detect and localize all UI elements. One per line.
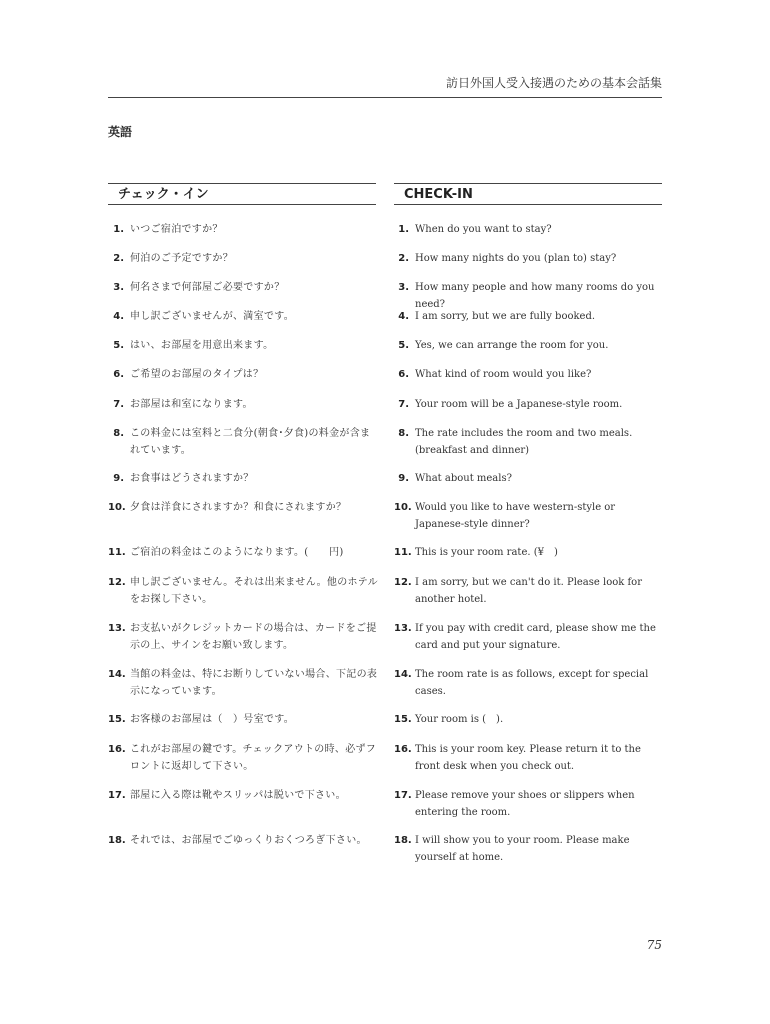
phrase-text: Your room is ( ). bbox=[415, 714, 504, 725]
japanese-phrase-17 bbox=[108, 787, 380, 804]
phrase-number: 7. bbox=[113, 399, 124, 410]
phrase-text: This is your room rate. (¥ ) bbox=[415, 547, 558, 558]
phrase-number: 17. bbox=[108, 790, 126, 801]
phrase-number: 17. bbox=[394, 790, 412, 801]
phrase-number: 2. bbox=[113, 253, 124, 264]
japanese-phrase-15 bbox=[108, 711, 380, 728]
phrase-text: I will show you to your room. Please make yourself at home. bbox=[415, 835, 630, 863]
phrase-text: 部屋に入る際は靴やスリッパは脱いで下さい。 bbox=[130, 790, 346, 801]
english-section-title: CHECK-IN bbox=[394, 183, 662, 205]
phrase-text: The room rate is as follows, except for special cases. bbox=[415, 669, 649, 697]
phrase-text: 申し訳ございません。それは出来ません。他のホテルをお探し下さい。 bbox=[130, 577, 378, 605]
running-header: 訪日外国人受入接遇のための基本会話集 bbox=[445, 76, 662, 90]
japanese-phrase-1 bbox=[108, 221, 380, 238]
phrase-text: How many people and how many rooms do you need? bbox=[415, 282, 655, 310]
japanese-section-title: チェック・イン bbox=[108, 183, 376, 205]
phrase-text: If you pay with credit card, please show me the card and put your signature. bbox=[415, 623, 656, 651]
phrase-number: 13. bbox=[108, 623, 126, 634]
phrase-text: 夕食は洋食にされますか？和食にされますか？ bbox=[130, 502, 347, 513]
english-phrase-9 bbox=[394, 470, 664, 487]
phrase-text: Your room will be a Japanese-style room. bbox=[415, 399, 623, 410]
phrase-text: これがお部屋の鍵です。チェックアウトの時、必ずフロントに返却して下さい。 bbox=[130, 744, 377, 772]
phrase-number: 18. bbox=[394, 835, 412, 846]
japanese-phrase-16 bbox=[108, 741, 380, 775]
phrase-text: 申し訳ございませんが、満室です。 bbox=[130, 311, 294, 322]
phrase-number: 16. bbox=[108, 744, 126, 755]
english-phrase-10 bbox=[394, 499, 664, 533]
japanese-phrase-3 bbox=[108, 279, 380, 296]
phrase-text: I am sorry, but we can't do it. Please look for another hotel. bbox=[415, 577, 642, 605]
phrase-text: お客様のお部屋は（ ）号室です。 bbox=[130, 714, 294, 725]
english-phrase-18 bbox=[394, 832, 664, 866]
phrase-number: 4. bbox=[398, 311, 409, 322]
japanese-phrase-6 bbox=[108, 366, 380, 383]
phrase-text: それでは、お部屋でごゆっくりおくつろぎ下さい。 bbox=[130, 835, 367, 846]
phrase-text: What kind of room would you like? bbox=[415, 369, 592, 380]
phrase-text: 当館の料金は、特にお断りしていない場合、下記の表示になっています。 bbox=[130, 669, 378, 697]
phrase-number: 9. bbox=[398, 473, 409, 484]
english-phrase-13 bbox=[394, 620, 664, 654]
phrase-number: 14. bbox=[394, 669, 412, 680]
phrase-number: 3. bbox=[113, 282, 124, 293]
english-phrase-7 bbox=[394, 396, 664, 413]
japanese-phrase-10 bbox=[108, 499, 380, 516]
phrase-text: Please remove your shoes or slippers when entering the room. bbox=[415, 790, 635, 818]
page-number: 75 bbox=[646, 938, 662, 952]
phrase-number: 15. bbox=[394, 714, 412, 725]
phrase-number: 5. bbox=[398, 340, 409, 351]
phrase-number: 1. bbox=[113, 224, 124, 235]
phrase-number: 10. bbox=[394, 502, 412, 513]
phrase-number: 10. bbox=[108, 502, 126, 513]
language-label: 英語 bbox=[108, 125, 133, 139]
japanese-phrase-4 bbox=[108, 308, 380, 325]
japanese-phrase-13 bbox=[108, 620, 380, 654]
phrase-number: 12. bbox=[108, 577, 126, 588]
phrase-number: 9. bbox=[113, 473, 124, 484]
phrase-number: 2. bbox=[398, 253, 409, 264]
phrase-number: 18. bbox=[108, 835, 126, 846]
phrase-text: お食事はどうされますか？ bbox=[130, 473, 254, 484]
japanese-phrase-5 bbox=[108, 337, 380, 354]
phrase-text: How many nights do you (plan to) stay? bbox=[415, 253, 617, 264]
phrase-text: いつご宿泊ですか？ bbox=[130, 224, 223, 235]
english-phrase-8 bbox=[394, 425, 664, 459]
phrase-number: 5. bbox=[113, 340, 124, 351]
phrase-text: I am sorry, but we are fully booked. bbox=[415, 311, 596, 322]
japanese-phrase-11 bbox=[108, 544, 380, 561]
phrase-text: お部屋は和室になります。 bbox=[130, 399, 253, 410]
phrase-number: 13. bbox=[394, 623, 412, 634]
phrase-number: 14. bbox=[108, 669, 126, 680]
english-phrase-16 bbox=[394, 741, 664, 775]
phrase-text: お支払いがクレジットカードの場合は、カードをご提示の上、サインをお願い致します。 bbox=[130, 623, 377, 651]
header-rule bbox=[108, 97, 662, 98]
phrase-number: 11. bbox=[394, 547, 412, 558]
english-phrase-6 bbox=[394, 366, 664, 383]
english-phrase-12 bbox=[394, 574, 664, 608]
japanese-phrase-8 bbox=[108, 425, 380, 459]
phrase-number: 7. bbox=[398, 399, 409, 410]
phrase-text: この料金には室料と二食分(朝食･夕食)の料金が含まれています。 bbox=[130, 428, 371, 456]
phrase-number: 1. bbox=[398, 224, 409, 235]
japanese-phrase-7 bbox=[108, 396, 380, 413]
phrase-number: 6. bbox=[398, 369, 409, 380]
phrase-number: 16. bbox=[394, 744, 412, 755]
phrase-number: 8. bbox=[113, 428, 124, 439]
japanese-phrase-14 bbox=[108, 666, 380, 700]
phrase-number: 3. bbox=[398, 282, 409, 293]
phrase-text: 何泊のご予定ですか？ bbox=[130, 253, 233, 264]
english-phrase-17 bbox=[394, 787, 664, 821]
phrase-number: 15. bbox=[108, 714, 126, 725]
phrase-text: The rate includes the room and two meals. (breakfast and dinner) bbox=[415, 428, 633, 456]
phrase-text: はい、お部屋を用意出来ます。 bbox=[130, 340, 274, 351]
phrase-text: What about meals? bbox=[415, 473, 512, 484]
phrase-text: ご宿泊の料金はこのようになります。( 円) bbox=[130, 547, 344, 558]
phrase-number: 12. bbox=[394, 577, 412, 588]
japanese-phrase-9 bbox=[108, 470, 380, 487]
japanese-phrase-18 bbox=[108, 832, 380, 849]
phrase-text: ご希望のお部屋のタイプは？ bbox=[130, 369, 264, 380]
phrase-text: This is your room key. Please return it to the front desk when you check out. bbox=[415, 744, 641, 772]
phrase-number: 6. bbox=[113, 369, 124, 380]
english-phrase-15 bbox=[394, 711, 664, 728]
phrase-text: 何名さまで何部屋ご必要ですか？ bbox=[130, 282, 285, 293]
english-phrase-11 bbox=[394, 544, 664, 561]
english-phrase-1 bbox=[394, 221, 664, 238]
phrase-text: Yes, we can arrange the room for you. bbox=[415, 340, 609, 351]
english-phrase-5 bbox=[394, 337, 664, 354]
phrase-text: When do you want to stay? bbox=[415, 224, 552, 235]
phrase-number: 8. bbox=[398, 428, 409, 439]
phrase-text: Would you like to have western-style or Japanese-style dinner? bbox=[415, 502, 616, 530]
english-phrase-2 bbox=[394, 250, 664, 267]
english-phrase-4 bbox=[394, 308, 664, 325]
japanese-phrase-2 bbox=[108, 250, 380, 267]
japanese-phrase-12 bbox=[108, 574, 380, 608]
phrase-number: 11. bbox=[108, 547, 126, 558]
phrase-number: 4. bbox=[113, 311, 124, 322]
english-phrase-14 bbox=[394, 666, 664, 700]
